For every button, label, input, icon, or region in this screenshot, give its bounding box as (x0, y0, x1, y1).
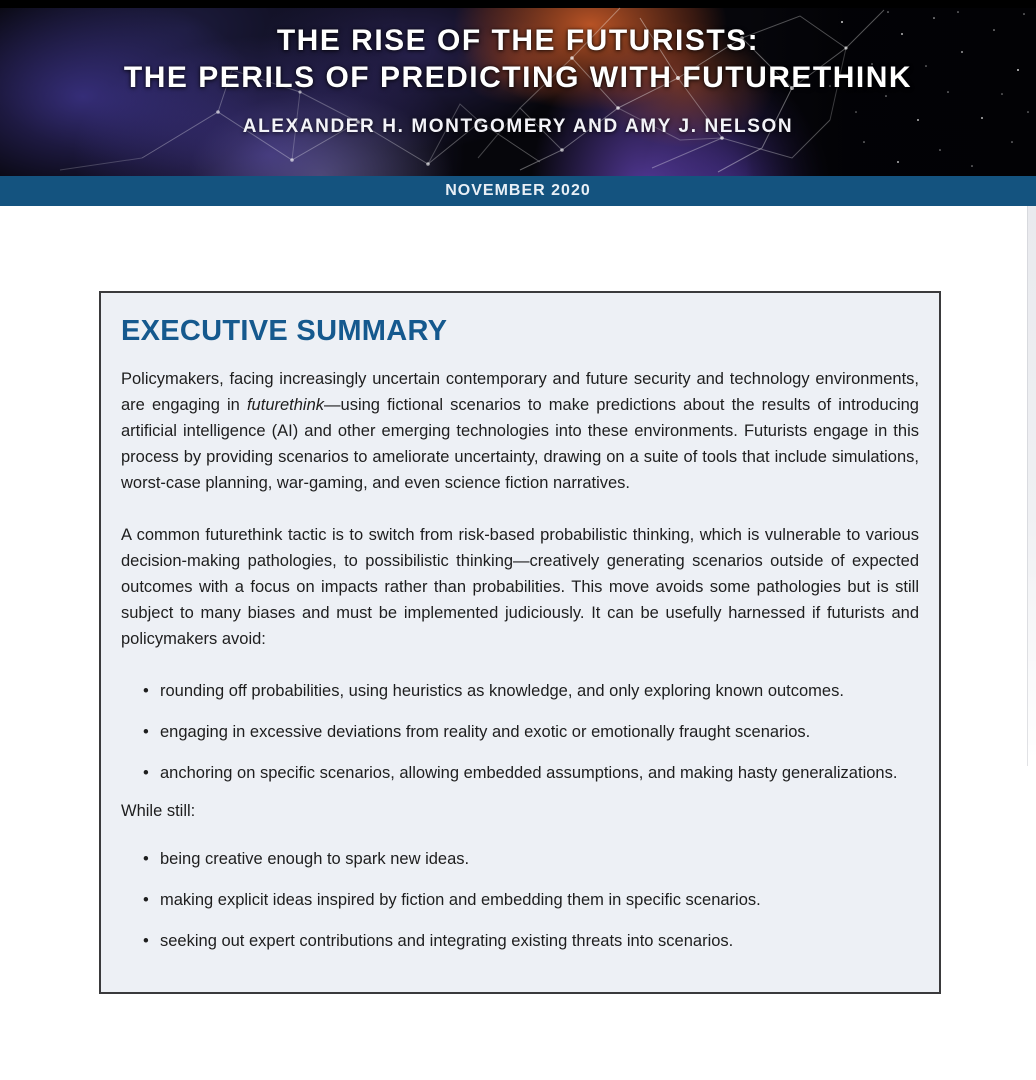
header-text-block (0, 0, 1036, 138)
report-authors: ALEXANDER H. MONTGOMERY AND AMY J. NELSON (242, 116, 794, 137)
still-bullet-list (121, 846, 919, 954)
executive-summary-box (99, 291, 941, 994)
page-body (0, 291, 1036, 994)
avoid-bullet-item-1: • rounding off probabilities, using heuristics as knowledge, and only exploring known outcomes. (143, 678, 919, 704)
date-bar (0, 176, 1036, 206)
date-text: NOVEMBER 2020 (445, 182, 591, 199)
avoid-bullet-item-3: • anchoring on specific scenarios, allowing embedded assumptions, and making hasty generalizations. (143, 760, 919, 786)
still-bullet-item-2: • making explicit ideas inspired by fiction and embedding them in specific scenarios. (143, 887, 919, 913)
page-edge-shadow (1027, 206, 1036, 766)
avoid-bullet-list (121, 678, 919, 786)
futurethink-italic-term: futurethink (246, 396, 325, 414)
while-still-label: While still: (121, 802, 196, 820)
summary-paragraph-1 (121, 366, 919, 496)
avoid-bullet-item-2: • engaging in excessive deviations from reality and exotic or emotionally fraught scenarios. (143, 719, 919, 745)
header-banner (0, 0, 1036, 176)
still-bullet-item-1: • being creative enough to spark new ideas. (143, 846, 919, 872)
report-title-line1: THE RISE OF THE FUTURISTS: (276, 24, 760, 57)
report-title-line2: THE PERILS OF PREDICTING WITH FUTURETHINK (123, 61, 913, 94)
executive-summary-heading: EXECUTIVE SUMMARY (121, 315, 448, 347)
report-title (0, 22, 1036, 96)
paragraph-1-text-end: —using fictional scenarios to make predictions about the results of introducing artificial intelligence (AI) and other emerging technologies into these environments. Futurists engage in this process by providing scenarios to ameliorate uncertainty, drawing on a suite of tools that include simulations, worst-case planning, war-gaming, and even science fiction narratives. (121, 396, 919, 492)
summary-paragraph-2: A common futurethink tactic is to switch from risk-based probabilistic thinking, which is vulnerable to various decision-making pathologies, to possibilistic thinking—creatively generating scenarios outside of expected outcomes with a focus on impacts rather than probabilities. This move avoids some pathologies but is still subject to many biases and must be implemented judiciously. It can be usefully harnessed if futurists and policymakers avoid: (121, 526, 919, 648)
still-bullet-item-3: • seeking out expert contributions and integrating existing threats into scenarios. (143, 928, 919, 954)
paragraph-1-text-start: Policymakers, facing increasingly uncertain contemporary and future security and technology environments, are engaging in (121, 370, 919, 414)
